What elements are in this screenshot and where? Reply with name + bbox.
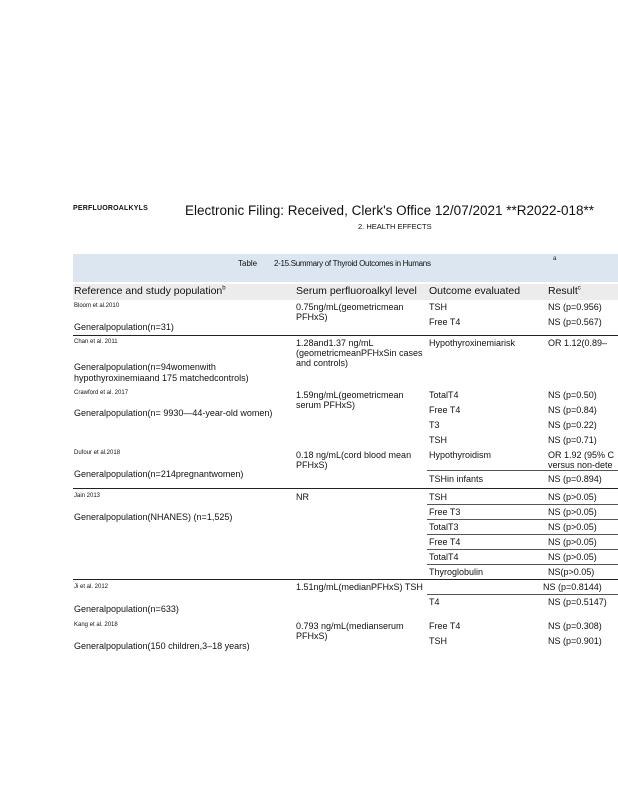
outcome-cell: Free T3 xyxy=(429,507,461,517)
result-cell: NS (p>0.05) xyxy=(548,507,597,517)
column-header-row xyxy=(73,284,618,300)
result-cell: NS (p=0.567) xyxy=(548,317,602,327)
table-row xyxy=(73,619,618,659)
column-header-result: Result$^c$ xyxy=(548,285,581,297)
outcome-divider xyxy=(427,549,618,550)
reference-cell: Dufour et al.2018 xyxy=(74,450,121,456)
reference-cell: Chan et al. 2011 xyxy=(74,339,118,345)
outcome-cell: TSH xyxy=(429,435,447,445)
section-header: 2. HEALTH EFFECTS xyxy=(358,222,432,231)
table-row xyxy=(73,300,618,336)
result-cell: NS(p>0.05) xyxy=(548,567,595,577)
column-header-outcome: Outcome evaluated xyxy=(429,285,521,297)
reference-cell: Kang et al. 2018 xyxy=(74,622,118,628)
filing-stamp: Electronic Filing: Received, Clerk's Office 12/07/2021 **R2022-018** xyxy=(185,203,595,218)
result-cell: NS (p=0.71) xyxy=(548,435,597,445)
level-cell: 0.793 ng/mL(medianserum PFHxS) xyxy=(296,621,404,641)
level-cell: 1.59ng/mL(geometricmean serum PFHxS) xyxy=(296,390,404,410)
population-cell: Generalpopulation(n= 9930—44-year-old women) xyxy=(74,408,273,418)
level-cell: 0.18 ng/mL(cord blood mean PFHxS) xyxy=(296,450,412,470)
population-cell: Generalpopulation(n=214pregnantwomen) xyxy=(74,469,244,479)
table-row xyxy=(73,388,618,448)
outcome-divider xyxy=(427,594,618,595)
outcome-divider xyxy=(427,564,618,565)
population-cell: Generalpopulation(NHANES) (n=1,525) xyxy=(74,512,233,522)
result-cell: NS (p=0.901) xyxy=(548,636,602,646)
outcome-cell: TSH xyxy=(429,492,447,502)
caption-text: 2-15.Summary of Thyroid Outcomes in Humans xyxy=(274,259,431,268)
outcome-cell: Free T4 xyxy=(429,317,461,327)
outcome-cell: T3 xyxy=(429,420,440,430)
outcome-cell: Hypothyroxinemiarisk xyxy=(429,338,516,348)
outcome-cell: Hypothyroidism xyxy=(429,450,492,460)
outcome-cell: Thyroglobulin xyxy=(429,567,484,577)
result-cell: NS (p=0.8144) xyxy=(543,582,602,592)
result-cell: versus non-dete xyxy=(548,460,613,470)
outcome-cell: TotalT3 xyxy=(429,522,459,532)
population-cell: Generalpopulation(n=633) xyxy=(74,604,179,614)
result-cell: OR 1.92 (95% C xyxy=(548,450,615,460)
caption-label: Table xyxy=(238,259,258,268)
result-cell: NS (p=0.84) xyxy=(548,405,597,415)
outcome-divider xyxy=(427,470,618,471)
level-cell: 0.75ng/mL(geometricmean PFHxS) xyxy=(296,302,404,322)
result-cell: NS (p>0.05) xyxy=(548,537,597,547)
population-cell: Generalpopulation(n=31) xyxy=(74,322,174,332)
table-row xyxy=(73,580,618,619)
reference-cell: Crawford et al. 2017 xyxy=(74,390,129,396)
running-header-chapter: PERFLUOROALKYLS xyxy=(73,205,148,212)
result-cell: NS (p>0.05) xyxy=(548,552,597,562)
row-divider xyxy=(73,488,618,489)
outcome-cell: Free T4 xyxy=(429,537,461,547)
result-cell: NS (p=0.956) xyxy=(548,302,602,312)
level-cell: 1.51ng/mL(medianPFHxS) TSH xyxy=(296,582,423,592)
outcome-divider xyxy=(427,504,618,505)
caption-footnote-mark: a xyxy=(553,256,557,262)
level-cell: NR xyxy=(296,492,309,502)
result-cell: NS (p>0.05) xyxy=(548,522,597,532)
population-cell: Generalpopulation(n=94womenwith hypothyroxinemiaand 175 matchedcontrols) xyxy=(74,362,249,383)
reference-cell: Jain 2013 xyxy=(74,493,101,499)
column-header-reference: Reference and study population$^b$ xyxy=(74,285,226,297)
outcome-cell: TSH xyxy=(429,302,447,312)
table-row xyxy=(73,490,618,580)
column-header-level: Serum perfluoroalkyl level xyxy=(296,285,417,297)
result-cell: NS (p=0.894) xyxy=(548,474,602,484)
outcome-cell: TotalT4 xyxy=(429,552,459,562)
table-row xyxy=(73,336,618,388)
outcome-cell: TSHin infants xyxy=(429,474,484,484)
outcome-cell: TotalT4 xyxy=(429,390,459,400)
outcome-divider xyxy=(427,534,618,535)
outcome-cell: Free T4 xyxy=(429,621,461,631)
table-row xyxy=(73,448,618,490)
outcome-cell: TSH xyxy=(429,636,447,646)
table-caption xyxy=(73,254,618,282)
outcome-divider xyxy=(427,519,618,520)
result-cell: NS (p=0.308) xyxy=(548,621,602,631)
reference-cell: Ji et al. 2012 xyxy=(74,584,109,590)
result-cell: NS (p=0.50) xyxy=(548,390,597,400)
level-cell: 1.28and1.37 ng/mL (geometricmeanPFHxSin cases and controls) xyxy=(296,338,423,368)
result-cell: NS (p>0.05) xyxy=(548,492,597,502)
result-cell: OR 1.12(0.89– xyxy=(548,338,608,348)
result-cell: NS (p=0.22) xyxy=(548,420,597,430)
thyroid-outcomes-table xyxy=(73,254,618,659)
outcome-cell: T4 xyxy=(429,597,440,607)
result-cell: NS (p=0.5147) xyxy=(548,597,607,607)
outcome-cell: Free T4 xyxy=(429,405,461,415)
population-cell: Generalpopulation(150 children,3–18 years) xyxy=(74,641,250,651)
reference-cell: Bloom et al.2010 xyxy=(74,303,120,309)
